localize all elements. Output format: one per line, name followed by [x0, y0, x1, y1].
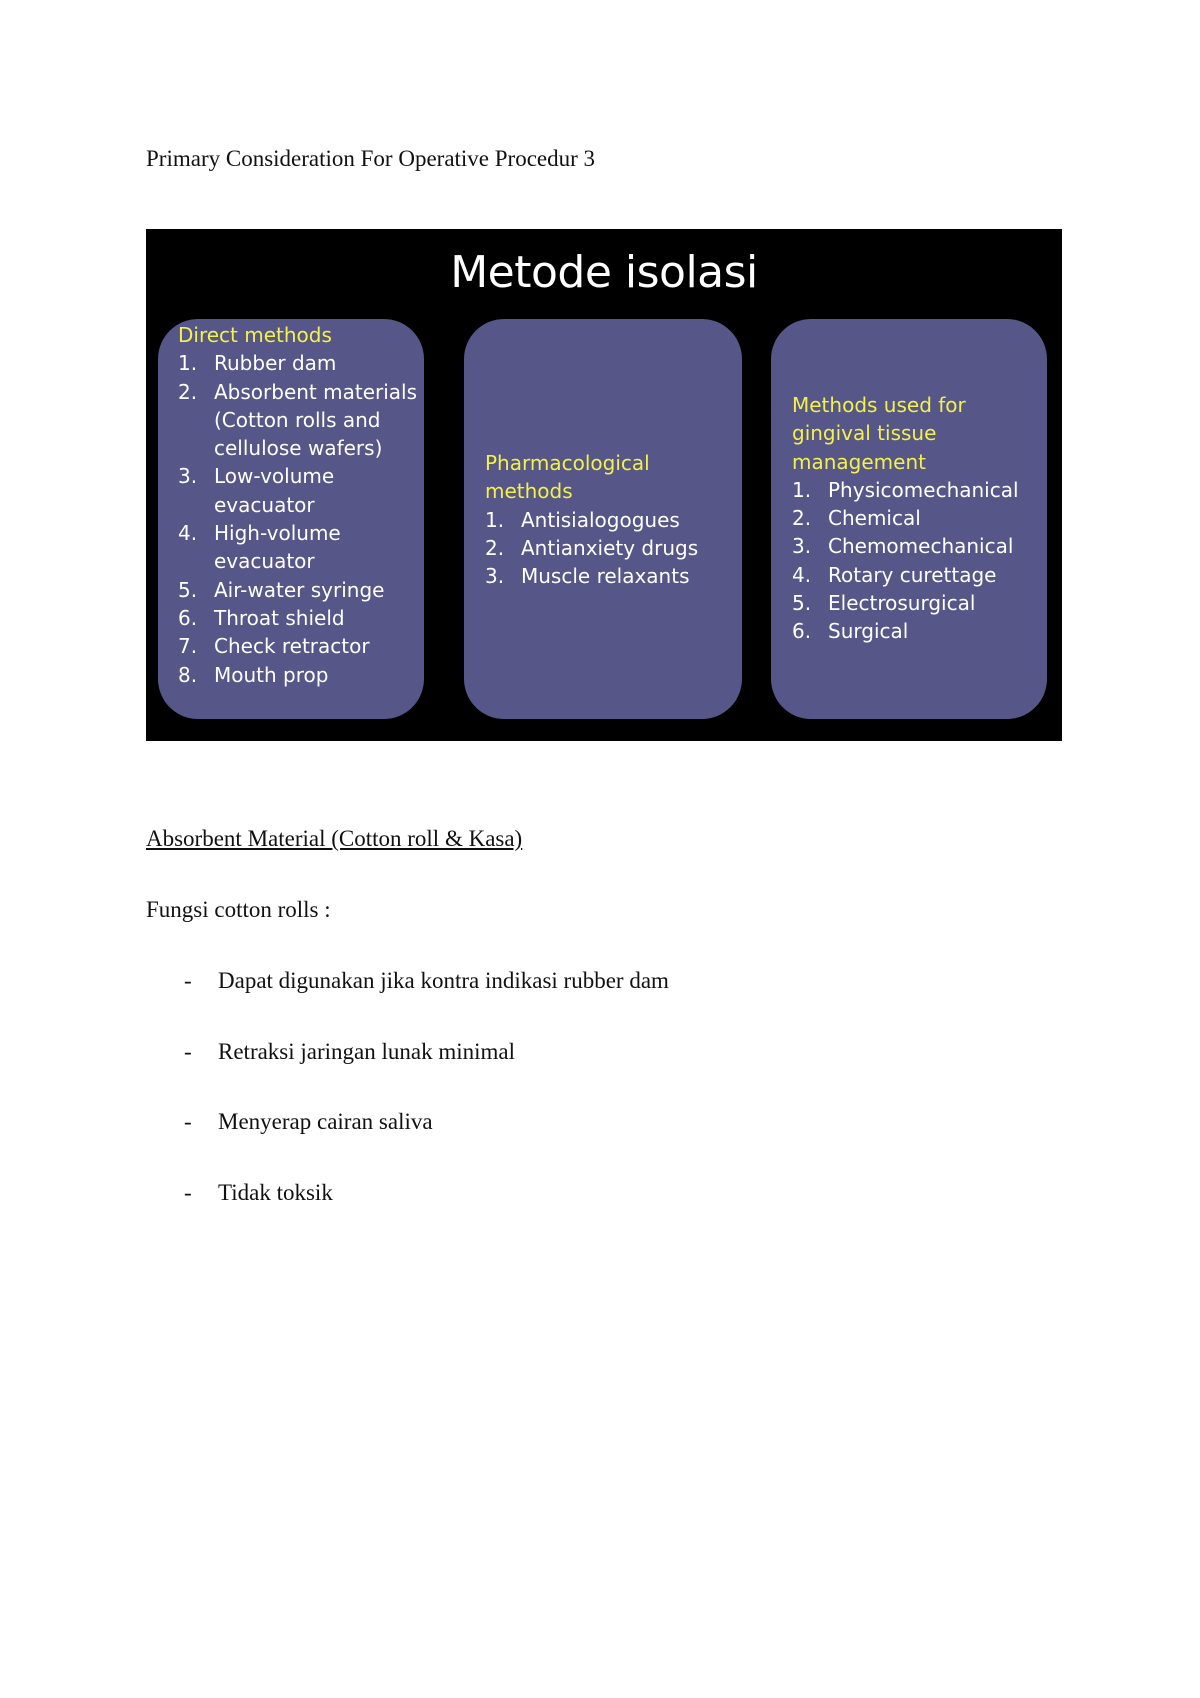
item-number: 1.	[792, 477, 812, 502]
item-text: High-volume evacuator	[214, 521, 341, 574]
item-text: Chemomechanical	[828, 534, 1014, 559]
item-number: 4.	[178, 521, 198, 546]
list-item	[184, 1109, 669, 1180]
item-text: Mouth prop	[214, 662, 329, 687]
item-text: Rubber dam	[214, 351, 337, 376]
item-number: 4.	[792, 562, 812, 587]
list-item	[178, 519, 424, 576]
item-text: Muscle relaxants	[521, 564, 690, 589]
panel-pharmacological-methods	[464, 319, 742, 719]
list-item	[792, 532, 1047, 560]
list-item	[178, 378, 424, 463]
list-item	[184, 1039, 669, 1110]
panel-heading: Direct methods	[178, 323, 332, 347]
panel-heading: Methods used for gingival tissue management	[792, 393, 966, 474]
bullet-marker: -	[184, 1109, 192, 1134]
item-text: Electrosurgical	[828, 591, 976, 616]
item-number: 5.	[792, 591, 812, 616]
slide-title: Metode isolasi	[450, 247, 758, 298]
list-item	[178, 349, 424, 377]
item-number: 3.	[178, 464, 198, 489]
list-item	[792, 476, 1047, 504]
section-heading: Absorbent Material (Cotton roll & Kasa)	[146, 826, 523, 851]
list-item	[178, 661, 424, 689]
list-item	[792, 561, 1047, 589]
item-text: Antisialogogues	[521, 507, 680, 532]
list-item	[792, 589, 1047, 617]
list-item	[178, 604, 424, 632]
bullet-text: Tidak toksik	[218, 1179, 333, 1205]
item-number: 2.	[178, 379, 198, 404]
item-text: Physicomechanical	[828, 477, 1019, 502]
item-text: Air-water syringe	[214, 577, 385, 602]
list-item	[485, 534, 742, 562]
item-number: 2.	[485, 535, 505, 560]
bullet-text: Dapat digunakan jika kontra indikasi rubber dam	[218, 968, 669, 993]
intro-text: Fungsi cotton rolls :	[146, 897, 331, 922]
item-text: Surgical	[828, 619, 909, 644]
bullet-text: Retraksi jaringan lunak minimal	[218, 1038, 516, 1064]
item-number: 6.	[792, 619, 812, 644]
panel-direct-methods	[158, 319, 424, 719]
item-number: 2.	[792, 506, 812, 531]
slide-image	[146, 229, 1062, 741]
item-text: Rotary curettage	[828, 562, 997, 587]
panel-heading: Pharmacological methods	[485, 451, 650, 504]
item-text: Chemical	[828, 506, 921, 531]
item-number: 8.	[178, 662, 198, 687]
list-item	[184, 1180, 669, 1251]
panel-gingival-tissue-management	[771, 319, 1047, 719]
item-number: 3.	[792, 534, 812, 559]
item-text: Check retractor	[214, 634, 370, 659]
list-item	[485, 506, 742, 534]
list-item	[792, 617, 1047, 645]
item-text: Antianxiety drugs	[521, 535, 699, 560]
list-item	[485, 562, 742, 590]
item-text: Throat shield	[214, 605, 345, 630]
list-item	[178, 632, 424, 660]
item-number: 1.	[485, 507, 505, 532]
panel-list	[792, 476, 1047, 646]
bullet-marker: -	[184, 1179, 192, 1205]
item-number: 1.	[178, 351, 198, 376]
bullet-marker: -	[184, 1038, 192, 1064]
item-number: 6.	[178, 605, 198, 630]
panel-list	[178, 349, 424, 689]
item-number: 7.	[178, 634, 198, 659]
list-item	[792, 504, 1047, 532]
bullet-text: Menyerap cairan saliva	[218, 1109, 433, 1134]
item-number: 5.	[178, 577, 198, 602]
list-item	[178, 576, 424, 604]
item-number: 3.	[485, 564, 505, 589]
bullet-marker: -	[184, 968, 192, 993]
page-title: Primary Consideration For Operative Procedur 3	[146, 146, 596, 171]
item-text: Absorbent materials (Cotton rolls and cellulose wafers)	[214, 379, 418, 461]
bullet-list	[184, 968, 669, 1250]
list-item	[184, 968, 669, 1039]
item-text: Low-volume evacuator	[214, 464, 335, 517]
list-item	[178, 462, 424, 519]
panel-list	[485, 506, 742, 591]
